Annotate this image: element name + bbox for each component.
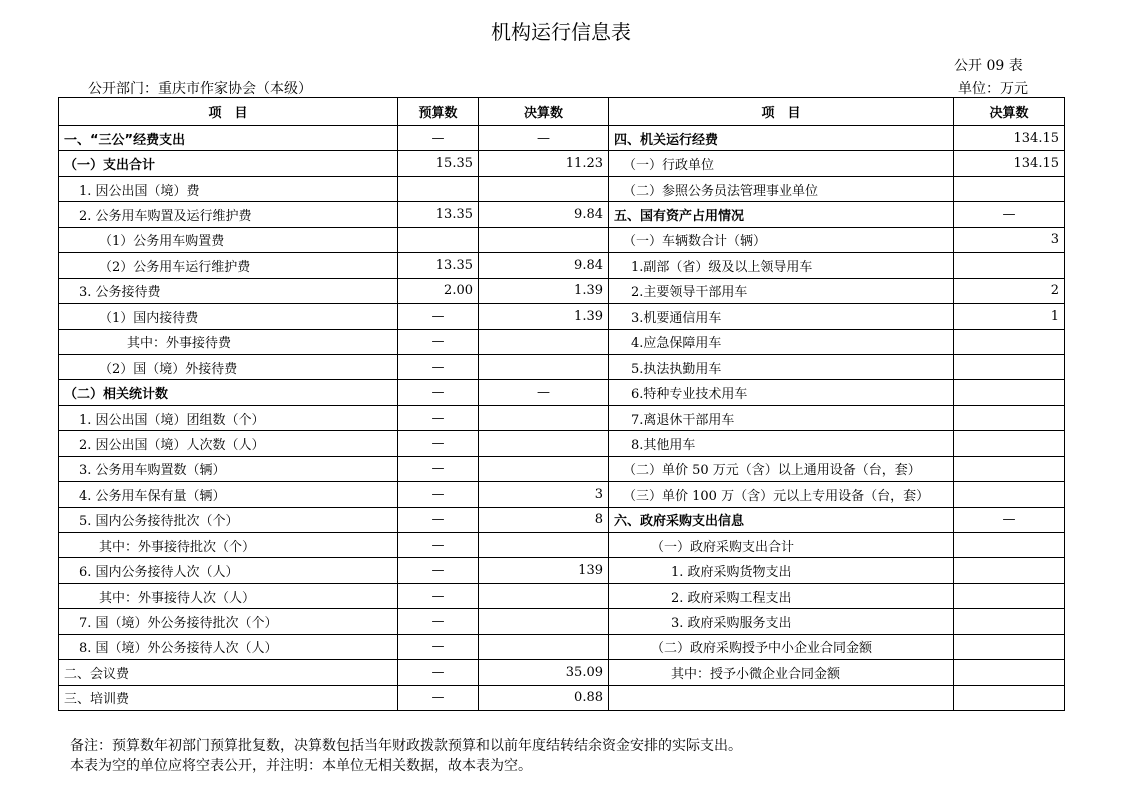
final-value [479, 634, 609, 659]
right-item-label: （一）政府采购支出合计 [609, 533, 954, 558]
right-item-label: 6.特种专业技术用车 [609, 380, 954, 405]
table-row [59, 126, 1065, 151]
table-row [59, 354, 1065, 379]
left-item-label: 1. 因公出国（境）费 [59, 176, 398, 201]
right-final-value: 1 [954, 304, 1065, 329]
budget-value: — [398, 482, 479, 507]
final-value [479, 583, 609, 608]
right-item-label: 3. 政府采购服务支出 [609, 609, 954, 634]
right-item-label: 1. 政府采购货物支出 [609, 558, 954, 583]
right-item-label: 8.其他用车 [609, 431, 954, 456]
right-item-label: 3.机要通信用车 [609, 304, 954, 329]
table-row [59, 431, 1065, 456]
budget-value: — [398, 380, 479, 405]
budget-value: — [398, 456, 479, 481]
unit-label: 单位：万元 [958, 81, 1028, 97]
left-item-label: 2. 公务用车购置及运行维护费 [59, 202, 398, 227]
right-final-value: — [954, 202, 1065, 227]
left-item-label: （2）国（境）外接待费 [59, 354, 398, 379]
final-value: 9.84 [479, 202, 609, 227]
budget-value: 15.35 [398, 151, 479, 176]
budget-value: — [398, 126, 479, 151]
budget-value: — [398, 533, 479, 558]
right-final-value: 3 [954, 227, 1065, 252]
left-item-label: 三、培训费 [59, 685, 398, 710]
final-value: 3 [479, 482, 609, 507]
left-item-label: （1）国内接待费 [59, 304, 398, 329]
table-row [59, 329, 1065, 354]
table-row [59, 533, 1065, 558]
right-item-label [609, 685, 954, 710]
header-right-item: 项 目 [609, 98, 954, 126]
right-item-label: 六、政府采购支出信息 [609, 507, 954, 532]
right-item-label: 其中：授予小微企业合同金额 [609, 660, 954, 685]
left-item-label: 1. 因公出国（境）团组数（个） [59, 405, 398, 430]
budget-value [398, 176, 479, 201]
left-item-label: 3. 公务用车购置数（辆） [59, 456, 398, 481]
table-row [59, 609, 1065, 634]
left-item-label: 8. 国（境）外公务接待人次（人） [59, 634, 398, 659]
left-item-label: 4. 公务用车保有量（辆） [59, 482, 398, 507]
final-value [479, 533, 609, 558]
right-final-value [954, 533, 1065, 558]
budget-value [398, 227, 479, 252]
left-item-label: 5. 国内公务接待批次（个） [59, 507, 398, 532]
info-table [58, 97, 1065, 711]
right-final-value: 2 [954, 278, 1065, 303]
left-item-label: 二、会议费 [59, 660, 398, 685]
right-item-label: （三）单价 100 万（含）元以上专用设备（台，套） [609, 482, 954, 507]
right-final-value [954, 685, 1065, 710]
right-final-value [954, 176, 1065, 201]
table-row [59, 202, 1065, 227]
final-value: 0.88 [479, 685, 609, 710]
note-line-1: 备注：预算数年初部门预算批复数，决算数包括当年财政拨款预算和以前年度结转结余资金安排的实际支出。 [70, 738, 742, 754]
final-value: 11.23 [479, 151, 609, 176]
left-item-label: 2. 因公出国（境）人次数（人） [59, 431, 398, 456]
right-final-value [954, 329, 1065, 354]
table-row [59, 304, 1065, 329]
table-row [59, 380, 1065, 405]
header-left-item: 项 目 [59, 98, 398, 126]
right-final-value [954, 456, 1065, 481]
final-value: 8 [479, 507, 609, 532]
table-row [59, 685, 1065, 710]
final-value: 1.39 [479, 304, 609, 329]
right-final-value [954, 354, 1065, 379]
budget-value: — [398, 507, 479, 532]
right-item-label: 4.应急保障用车 [609, 329, 954, 354]
table-row [59, 507, 1065, 532]
left-item-label: 其中：外事接待批次（个） [59, 533, 398, 558]
right-final-value [954, 660, 1065, 685]
left-item-label: （二）相关统计数 [59, 380, 398, 405]
right-final-value [954, 634, 1065, 659]
right-item-label: （一）行政单位 [609, 151, 954, 176]
table-row [59, 253, 1065, 278]
table-row [59, 583, 1065, 608]
budget-value: 13.35 [398, 253, 479, 278]
final-value: 1.39 [479, 278, 609, 303]
right-final-value [954, 431, 1065, 456]
budget-value: — [398, 634, 479, 659]
note-line-2: 本表为空的单位应将空表公开，并注明：本单位无相关数据，故本表为空。 [70, 758, 532, 774]
final-value: — [479, 126, 609, 151]
right-final-value: 134.15 [954, 151, 1065, 176]
left-item-label: 3. 公务接待费 [59, 278, 398, 303]
final-value [479, 456, 609, 481]
left-item-label: （1）公务用车购置费 [59, 227, 398, 252]
right-final-value: 134.15 [954, 126, 1065, 151]
final-value [479, 176, 609, 201]
right-item-label: （二）单价 50 万元（含）以上通用设备（台，套） [609, 456, 954, 481]
budget-value: 2.00 [398, 278, 479, 303]
final-value [479, 329, 609, 354]
left-item-label: （2）公务用车运行维护费 [59, 253, 398, 278]
right-item-label: 1.副部（省）级及以上领导用车 [609, 253, 954, 278]
left-item-label: 7. 国（境）外公务接待批次（个） [59, 609, 398, 634]
right-item-label: 2.主要领导干部用车 [609, 278, 954, 303]
table-row [59, 227, 1065, 252]
right-final-value [954, 609, 1065, 634]
right-final-value [954, 405, 1065, 430]
header-budget: 预算数 [398, 98, 479, 126]
table-row [59, 660, 1065, 685]
final-value [479, 405, 609, 430]
left-item-label: （一）支出合计 [59, 151, 398, 176]
budget-value: — [398, 431, 479, 456]
table-row [59, 176, 1065, 201]
table-row [59, 278, 1065, 303]
right-item-label: （二）政府采购授予中小企业合同金额 [609, 634, 954, 659]
final-value [479, 354, 609, 379]
left-item-label: 其中：外事接待费 [59, 329, 398, 354]
header-right-final: 决算数 [954, 98, 1065, 126]
final-value [479, 431, 609, 456]
table-row [59, 482, 1065, 507]
right-item-label: 2. 政府采购工程支出 [609, 583, 954, 608]
left-item-label: 一、“三公”经费支出 [59, 126, 398, 151]
final-value: 139 [479, 558, 609, 583]
budget-value: — [398, 405, 479, 430]
header-row [59, 98, 1065, 126]
final-value [479, 609, 609, 634]
right-item-label: 五、国有资产占用情况 [609, 202, 954, 227]
right-item-label: 7.离退休干部用车 [609, 405, 954, 430]
budget-value: — [398, 660, 479, 685]
final-value [479, 227, 609, 252]
right-final-value: — [954, 507, 1065, 532]
page-title: 机构运行信息表 [491, 20, 631, 44]
table-row [59, 558, 1065, 583]
budget-value: — [398, 329, 479, 354]
budget-value: 13.35 [398, 202, 479, 227]
budget-value: — [398, 685, 479, 710]
budget-value: — [398, 354, 479, 379]
form-number: 公开 09 表 [954, 58, 1023, 74]
final-value: — [479, 380, 609, 405]
budget-value: — [398, 304, 479, 329]
right-item-label: （一）车辆数合计（辆） [609, 227, 954, 252]
right-item-label: （二）参照公务员法管理事业单位 [609, 176, 954, 201]
right-item-label: 5.执法执勤用车 [609, 354, 954, 379]
right-item-label: 四、机关运行经费 [609, 126, 954, 151]
left-item-label: 其中：外事接待人次（人） [59, 583, 398, 608]
budget-value: — [398, 609, 479, 634]
table-row [59, 151, 1065, 176]
budget-value: — [398, 558, 479, 583]
right-final-value [954, 253, 1065, 278]
final-value: 9.84 [479, 253, 609, 278]
table-row [59, 634, 1065, 659]
final-value: 35.09 [479, 660, 609, 685]
budget-value: — [398, 583, 479, 608]
header-final: 决算数 [479, 98, 609, 126]
right-final-value [954, 380, 1065, 405]
left-item-label: 6. 国内公务接待人次（人） [59, 558, 398, 583]
table-row [59, 405, 1065, 430]
right-final-value [954, 558, 1065, 583]
table-row [59, 456, 1065, 481]
department-label: 公开部门：重庆市作家协会（本级） [88, 81, 312, 97]
right-final-value [954, 583, 1065, 608]
right-final-value [954, 482, 1065, 507]
